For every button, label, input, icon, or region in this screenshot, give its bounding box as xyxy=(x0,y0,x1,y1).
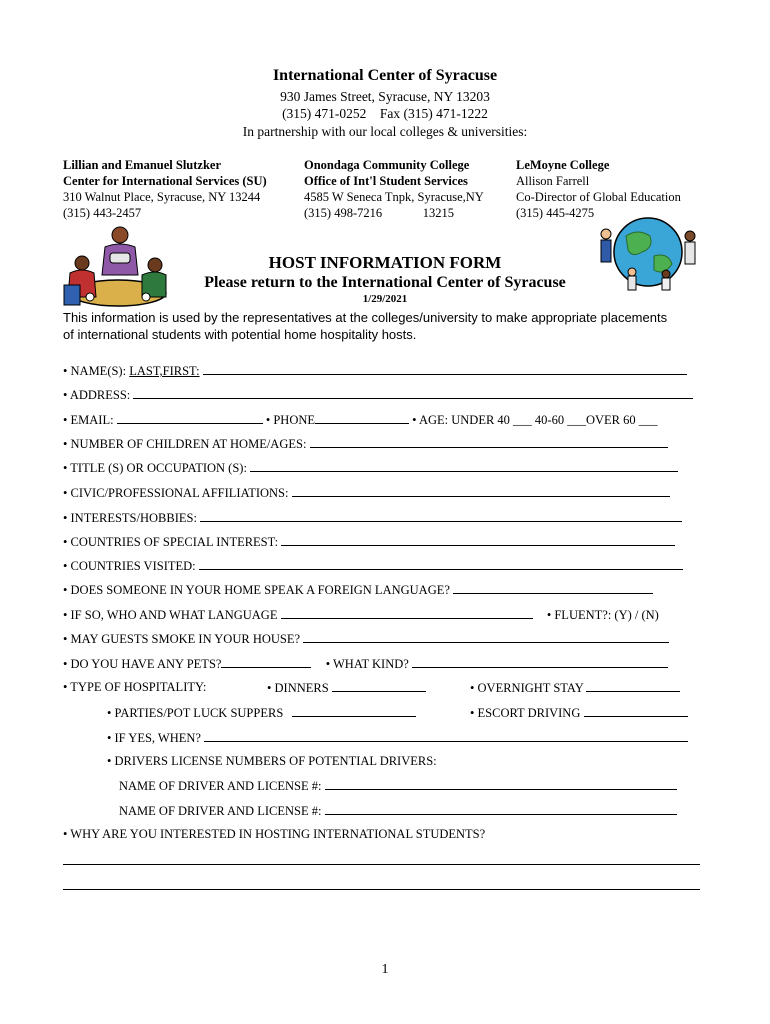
parties-label: PARTIES/POT LUCK SUPPERS xyxy=(114,706,284,720)
age-label[interactable]: AGE: UNDER 40 ___ 40-60 ___OVER 60 ___ xyxy=(418,413,658,427)
if-yes-input[interactable] xyxy=(204,729,688,742)
phone-label: PHONE xyxy=(273,413,316,427)
org-phone-fax: (315) 471-0252 Fax (315) 471-1222 xyxy=(282,106,488,121)
names-label: NAME(S): xyxy=(70,364,127,378)
occupation-row xyxy=(63,459,678,475)
form-title: HOST INFORMATION FORM xyxy=(268,253,502,272)
bullet: • xyxy=(265,413,271,427)
overnight-option xyxy=(470,679,680,695)
overnight-input[interactable] xyxy=(586,679,680,692)
partner-line2: Allison Farrell xyxy=(516,174,590,188)
bullet: • xyxy=(107,706,112,720)
countries-visited-input[interactable] xyxy=(199,557,683,570)
pets-row xyxy=(63,655,668,671)
driver-1-label: NAME OF DRIVER AND LICENSE #: xyxy=(119,779,322,793)
address-input[interactable] xyxy=(133,386,693,399)
affiliations-row xyxy=(63,484,670,500)
bullet: • xyxy=(63,486,68,500)
parties-option xyxy=(107,704,416,720)
bullet: • xyxy=(63,657,68,671)
phone-input[interactable] xyxy=(315,411,409,424)
countries-interest-input[interactable] xyxy=(281,533,675,546)
driver-1-row xyxy=(119,777,677,793)
bullet: • xyxy=(63,364,68,378)
bullet: • xyxy=(325,657,331,671)
bullet: • xyxy=(546,608,552,622)
bullet: • xyxy=(63,437,68,451)
bullet: • xyxy=(267,681,272,695)
bullet: • xyxy=(63,535,68,549)
dinners-label: DINNERS xyxy=(274,681,329,695)
who-language-label: IF SO, WHO AND WHAT LANGUAGE xyxy=(70,608,278,622)
children-label: NUMBER OF CHILDREN AT HOME/AGES: xyxy=(70,437,307,451)
email-row xyxy=(63,411,658,427)
driver-2-input[interactable] xyxy=(325,802,677,815)
partner-line2: Center for International Services (SU) xyxy=(63,174,267,188)
bullet: • xyxy=(63,583,68,597)
bullet: • xyxy=(63,559,68,573)
partner-line1: Onondaga Community College xyxy=(304,158,470,172)
address-label: ADDRESS: xyxy=(69,388,131,402)
partner-line2: Office of Int'l Student Services xyxy=(304,174,468,188)
partner-su xyxy=(63,157,267,221)
bullet: • xyxy=(412,413,417,427)
email-input[interactable] xyxy=(117,411,263,424)
affiliations-input[interactable] xyxy=(292,484,670,497)
countries-interest-label: COUNTRIES OF SPECIAL INTEREST: xyxy=(70,535,279,549)
partner-line3: 310 Walnut Place, Syracuse, NY 13244 xyxy=(63,190,261,204)
drivers-license-row xyxy=(107,753,437,769)
interests-label: INTERESTS/HOBBIES: xyxy=(70,511,197,525)
fluent-label[interactable]: FLUENT?: (Y) / (N) xyxy=(554,608,659,622)
driver-2-row xyxy=(119,802,677,818)
smoke-input[interactable] xyxy=(303,630,669,643)
address-row xyxy=(63,386,693,402)
bullet: • xyxy=(63,461,68,475)
bullet: • xyxy=(470,706,475,720)
names-hint: LAST,FIRST: xyxy=(129,364,200,378)
intro-line1: This information is used by the representatives at the colleges/university to make appropriate placements xyxy=(63,310,668,325)
foreign-language-input[interactable] xyxy=(453,581,653,594)
bullet: • xyxy=(63,680,68,694)
pets-label: DO YOU HAVE ANY PETS? xyxy=(70,657,222,671)
smoke-row xyxy=(63,630,669,646)
interests-input[interactable] xyxy=(200,509,682,522)
who-language-input[interactable] xyxy=(281,606,533,619)
partner-occ xyxy=(304,157,484,221)
occupation-label: TITLE (S) OR OCCUPATION (S): xyxy=(70,461,247,475)
partner-line1: LeMoyne College xyxy=(516,158,610,172)
if-yes-label: IF YES, WHEN? xyxy=(114,731,201,745)
partner-line1: Lillian and Emanuel Slutzker xyxy=(63,158,222,172)
form-date: 1/29/2021 xyxy=(362,293,408,305)
parties-input[interactable] xyxy=(292,704,416,717)
driver-2-label: NAME OF DRIVER AND LICENSE #: xyxy=(119,804,322,818)
names-row xyxy=(63,362,687,378)
org-name: International Center of Syracuse xyxy=(272,67,498,84)
bullet: • xyxy=(63,608,68,622)
bullet: • xyxy=(470,681,475,695)
partner-line4: (315) 445-4275 xyxy=(516,206,595,220)
intro-line2: of international students with potential home hospitality hosts. xyxy=(63,327,417,342)
foreign-language-row xyxy=(63,581,653,597)
partner-line4: (315) 498-7216 13215 xyxy=(304,206,454,220)
drivers-license-label: DRIVERS LICENSE NUMBERS OF POTENTIAL DRIVERS: xyxy=(114,754,437,768)
partnership-text: In partnership with our local colleges & universities: xyxy=(242,124,528,139)
who-language-row xyxy=(63,606,659,622)
bullet: • xyxy=(63,827,68,841)
countries-interest-row xyxy=(63,533,675,549)
partner-line3: 4585 W Seneca Tnpk, Syracuse,NY xyxy=(304,190,484,204)
pets-input[interactable] xyxy=(221,655,311,668)
org-address: 930 James Street, Syracuse, NY 13203 xyxy=(280,89,490,104)
dinners-option xyxy=(267,679,426,695)
names-input[interactable] xyxy=(203,362,687,375)
interests-row xyxy=(63,509,682,525)
countries-visited-label: COUNTRIES VISITED: xyxy=(70,559,196,573)
what-kind-label: WHAT KIND? xyxy=(333,657,409,671)
hospitality-label: TYPE OF HOSPITALITY: xyxy=(70,680,207,694)
partner-line4: (315) 443-2457 xyxy=(63,206,142,220)
affiliations-label: CIVIC/PROFESSIONAL AFFILIATIONS: xyxy=(70,486,289,500)
bullet: • xyxy=(63,413,68,427)
bullet: • xyxy=(63,388,68,402)
email-label: EMAIL: xyxy=(70,413,114,427)
page-number: 1 xyxy=(381,962,389,977)
escort-input[interactable] xyxy=(584,704,688,717)
why-label: WHY ARE YOU INTERESTED IN HOSTING INTERNATIONAL STUDENTS? xyxy=(70,827,486,841)
bullet: • xyxy=(107,731,112,745)
hospitality-row xyxy=(63,679,206,695)
what-kind-input[interactable] xyxy=(412,655,668,668)
escort-option xyxy=(470,704,688,720)
why-answer-line-2[interactable] xyxy=(63,889,700,890)
intro-text xyxy=(63,309,667,343)
why-row xyxy=(63,826,485,842)
why-answer-line-1[interactable] xyxy=(63,864,700,865)
partner-line3: Co-Director of Global Education xyxy=(516,190,681,204)
bullet: • xyxy=(63,511,68,525)
foreign-language-label: DOES SOMEONE IN YOUR HOME SPEAK A FOREIGN LANGUAGE? xyxy=(70,583,450,597)
children-input[interactable] xyxy=(310,435,668,448)
bullet: • xyxy=(63,632,68,646)
smoke-label: MAY GUESTS SMOKE IN YOUR HOUSE? xyxy=(70,632,301,646)
if-yes-row xyxy=(107,729,688,745)
bullet: • xyxy=(107,754,112,768)
countries-visited-row xyxy=(63,557,683,573)
occupation-input[interactable] xyxy=(250,459,678,472)
dinners-input[interactable] xyxy=(332,679,426,692)
driver-1-input[interactable] xyxy=(325,777,677,790)
overnight-label: OVERNIGHT STAY xyxy=(477,681,584,695)
children-row xyxy=(63,435,668,451)
escort-label: ESCORT DRIVING xyxy=(477,706,581,720)
form-subtitle: Please return to the International Center of Syracuse xyxy=(204,274,566,291)
